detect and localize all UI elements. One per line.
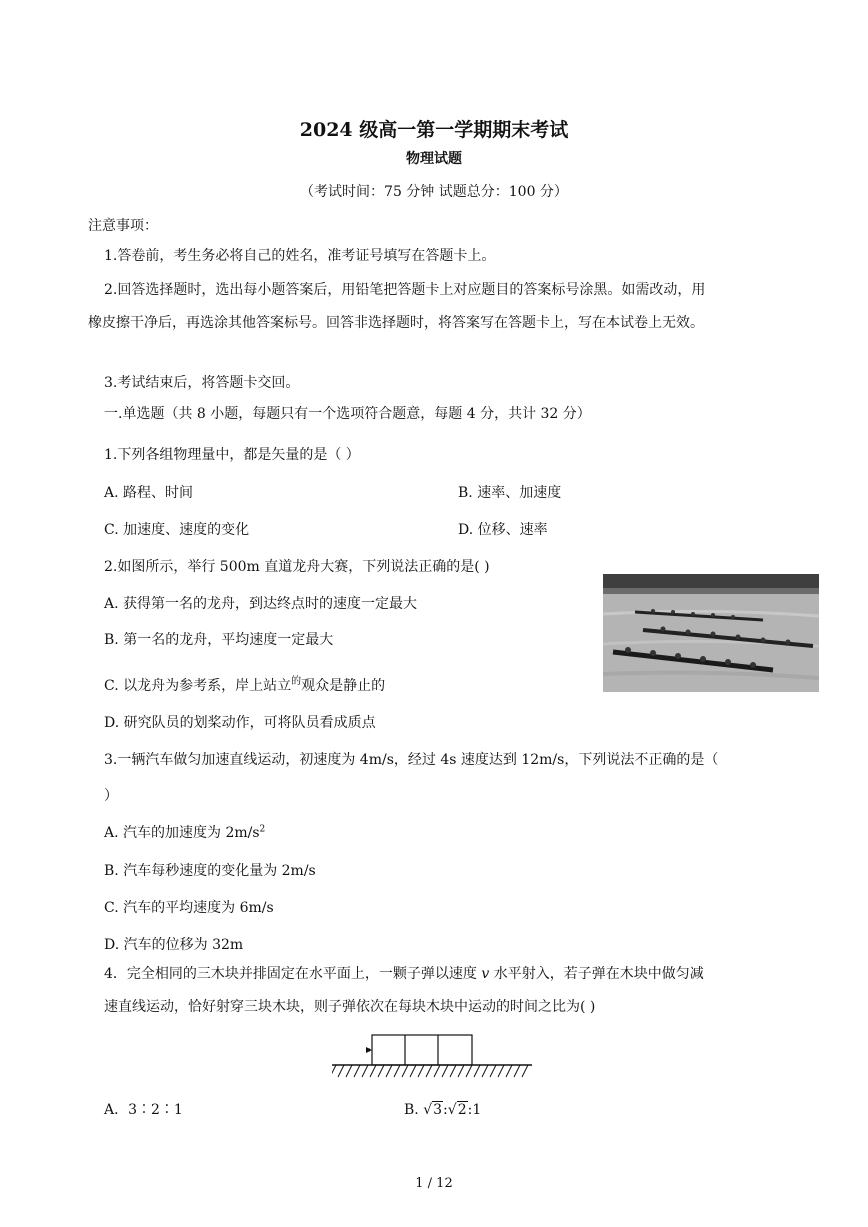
section-heading: 一.单选题（共 8 小题，每题只有一个选项符合题意，每题 4 分，共计 32 分） — [104, 406, 591, 422]
question-3-option-c: C. 汽车的平均速度为 6m/s — [104, 900, 274, 916]
question-2-option-d: D. 研究队员的划桨动作，可将队员看成质点 — [104, 715, 376, 731]
question-4-option-a: A．3∶2∶1 — [104, 1102, 183, 1118]
sqrt-2: √2 — [447, 1102, 467, 1118]
question-2-option-c — [104, 677, 385, 697]
question-4-stem-pre: 4．完全相同的三木块并排固定在水平面上，一颗子弹以速度 — [104, 966, 482, 982]
question-4-option-b-label: B. — [404, 1102, 424, 1118]
question-4-stem-line-1 — [104, 965, 704, 983]
question-2-option-c-post: 观众是静止的 — [301, 678, 386, 694]
exam-title: 2024 级高一第一学期期末考试 — [299, 119, 569, 141]
question-2-option-c-pre: C. 以龙舟为参考系，岸上站立 — [104, 678, 292, 694]
question-2-stem: 2.如图所示，举行 500m 直道龙舟大赛，下列说法正确的是( ) — [104, 559, 490, 575]
sqrt-2-radicand: 2 — [457, 1102, 467, 1118]
question-1-option-d: D. 位移、速率 — [458, 522, 548, 538]
notes-item-2-line-1: 2.回答选择题时，选出每小题答案后，用铅笔把答题卡上对应题目的答案标号涂黑。如需改动，用 — [104, 282, 706, 298]
notes-heading: 注意事项： — [88, 218, 158, 234]
notes-item-2-line-2: 橡皮擦干净后，再选涂其他答案标号。回答非选择题时，将答案写在答题卡上，写在本试卷上无效。 — [88, 315, 704, 331]
ratio-tail: :1 — [467, 1102, 482, 1118]
question-3-option-a-text: A. 汽车的加速度为 2m/s — [104, 825, 260, 841]
wood-blocks-diagram — [332, 1033, 532, 1081]
question-3-option-a-exponent: 2 — [259, 824, 266, 835]
dragon-boat-photo — [603, 574, 819, 692]
notes-item-1: 1.答卷前，考生务必将自己的姓名，准考证号填写在答题卡上。 — [104, 248, 496, 264]
question-4-velocity-symbol: v — [481, 966, 490, 982]
question-4-stem-line-2: 速直线运动，恰好射穿三块木块，则子弹依次在每块木块中运动的时间之比为( ) — [104, 999, 596, 1015]
question-3-option-d: D. 汽车的位移为 32m — [104, 937, 244, 953]
question-1-option-c: C. 加速度、速度的变化 — [104, 522, 250, 538]
notes-item-3: 3.考试结束后，将答题卡交回。 — [104, 375, 300, 391]
question-3-option-b: B. 汽车每秒速度的变化量为 2m/s — [104, 863, 316, 879]
ratio-separator: : — [443, 1102, 448, 1118]
question-4-option-b — [404, 1101, 481, 1119]
question-2-option-a: A. 获得第一名的龙舟，到达终点时的速度一定最大 — [104, 596, 418, 612]
page-number: 1 / 12 — [415, 1176, 453, 1191]
question-2-option-b: B. 第一名的龙舟，平均速度一定最大 — [104, 632, 334, 648]
sqrt-3: √3 — [423, 1102, 443, 1118]
question-1-option-b: B. 速率、加速度 — [458, 485, 562, 501]
question-1-stem: 1.下列各组物理量中，都是矢量的是（ ） — [104, 447, 360, 463]
question-2-option-c-mid: 的 — [291, 676, 302, 687]
question-3-option-a — [104, 824, 265, 842]
question-1-option-a: A. 路程、时间 — [104, 485, 194, 501]
question-4-stem-post: 水平射入，若子弹在木块中做匀减 — [489, 966, 704, 982]
exam-subtitle: 物理试题 — [406, 151, 462, 167]
sqrt-3-radicand: 3 — [433, 1102, 443, 1118]
question-3-stem-line-1: 3.一辆汽车做匀加速直线运动，初速度为 4m/s，经过 4s 速度达到 12m/s，下列说法不正确的是（ — [104, 752, 719, 768]
question-3-stem-line-2: ） — [104, 788, 118, 804]
exam-info: （考试时间：75 分钟 试题总分：100 分） — [300, 184, 568, 200]
